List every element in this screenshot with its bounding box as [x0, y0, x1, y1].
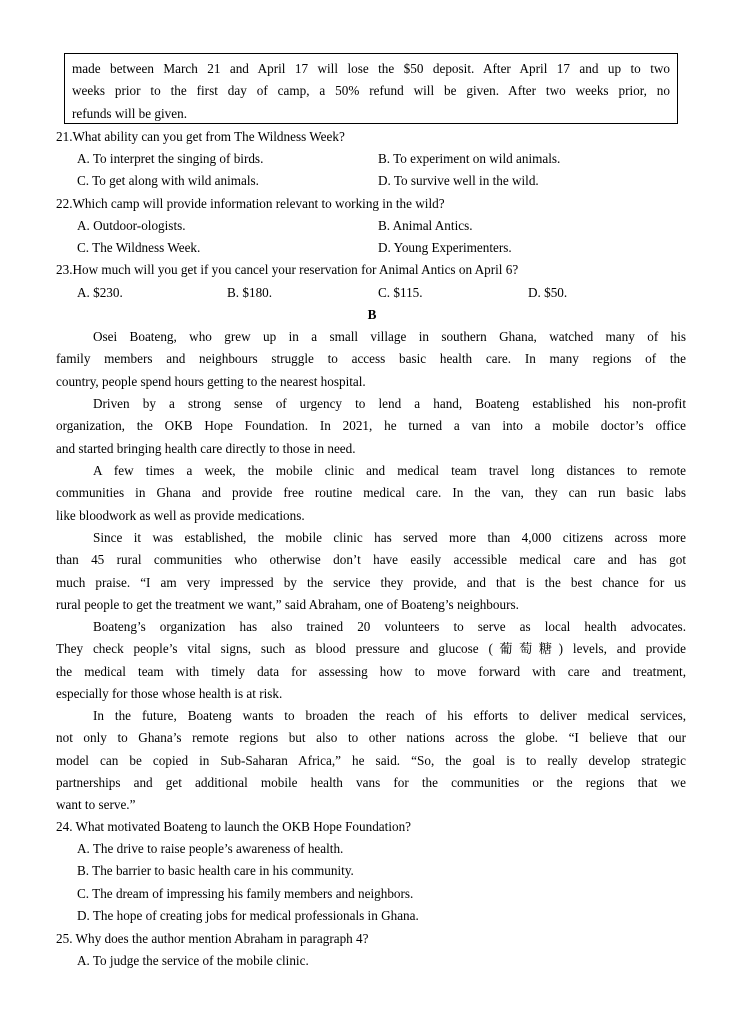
question-25-option-a[interactable]: A. To judge the service of the mobile clinic. [77, 953, 309, 968]
refund-notice-box [64, 53, 678, 124]
question-23-stem: 23.How much will you get if you cancel your reservation for Animal Antics on April 6? [56, 262, 519, 277]
passage-paragraph-2 [56, 393, 686, 460]
paragraph-line: the medical team with timely data for assessing how to move forward with care and treatment, [56, 663, 686, 679]
paragraph-line: like bloodwork as well as provide medications. [56, 507, 305, 523]
notice-line: refunds will be given. [72, 105, 187, 121]
notice-line: made between March 21 and April 17 will lose the $50 deposit. After April 17 and up to two [72, 61, 670, 76]
question-24-option-d[interactable]: D. The hope of creating jobs for medical professionals in Ghana. [77, 908, 419, 923]
paragraph-line: family members and neighbours struggle to access basic health care. In many regions of the [56, 351, 686, 367]
question-22-option-b[interactable]: B. Animal Antics. [378, 218, 473, 233]
paragraph-line: In the future, Boateng wants to broaden the reach of his efforts to deliver medical services, [93, 708, 686, 723]
question-24-option-c[interactable]: C. The dream of impressing his family members and neighbors. [77, 886, 414, 901]
question-24-stem: 24. What motivated Boateng to launch the OKB Hope Foundation? [56, 819, 412, 834]
paragraph-line: communities in Ghana and provide free routine medical care. In the van, they can run basic labs [56, 485, 686, 501]
question-22-option-d[interactable]: D. Young Experimenters. [378, 240, 512, 255]
question-23-option-d[interactable]: D. $50. [528, 285, 568, 300]
paragraph-line: They check people’s vital signs, such as blood pressure and glucose (葡萄糖) levels, and provide [56, 641, 686, 657]
question-23-option-b[interactable]: B. $180. [227, 285, 273, 300]
paragraph-line: Osei Boateng, who grew up in a small village in southern Ghana, watched many of his [93, 329, 686, 344]
question-21-option-a[interactable]: A. To interpret the singing of birds. [77, 151, 264, 166]
paragraph-line: not only to Ghana’s remote regions but also to other nations across the globe. “I believe that our [56, 730, 686, 746]
question-23-option-a[interactable]: A. $230. [77, 285, 123, 300]
question-21-option-d[interactable]: D. To survive well in the wild. [378, 173, 539, 188]
paragraph-line: A few times a week, the mobile clinic and medical team travel long distances to remote [93, 463, 686, 478]
paragraph-line: especially for those whose health is at risk. [56, 685, 283, 701]
passage-paragraph-4 [56, 527, 686, 616]
paragraph-line: model can be copied in Sub-Saharan Africa,” he said. “So, the goal is to really develop strategic [56, 752, 686, 768]
paragraph-line: want to serve.” [56, 797, 136, 813]
question-23-option-c[interactable]: C. $115. [378, 285, 423, 300]
passage-paragraph-6 [56, 705, 686, 816]
question-22-option-c[interactable]: C. The Wildness Week. [77, 240, 201, 255]
passage-paragraph-1 [56, 326, 686, 393]
section-b-heading: B [367, 307, 377, 322]
question-24-option-b[interactable]: B. The barrier to basic health care in his community. [77, 863, 354, 878]
question-22-option-a[interactable]: A. Outdoor-ologists. [77, 218, 186, 233]
paragraph-line: and started bringing health care directly to those in need. [56, 440, 356, 456]
paragraph-line: organization, the OKB Hope Foundation. In 2021, he turned a van into a mobile doctor’s office [56, 418, 686, 434]
passage-paragraph-3 [56, 460, 686, 527]
paragraph-line: than 45 rural communities who otherwise don’t have easily accessible medical care and has got [56, 552, 686, 568]
question-24-option-a[interactable]: A. The drive to raise people’s awareness of health. [77, 841, 344, 856]
paragraph-line: Boateng’s organization has also trained 20 volunteers to serve as local health advocates. [93, 619, 686, 634]
paragraph-line: country, people spend hours getting to the nearest hospital. [56, 373, 366, 389]
question-21-stem: 21.What ability can you get from The Wildness Week? [56, 129, 345, 144]
paragraph-line: rural people to get the treatment we want,” said Abraham, one of Boateng’s neighbours. [56, 596, 519, 612]
paragraph-line: partnerships and get additional mobile health vans for the communities or the regions that we [56, 774, 686, 790]
paragraph-line: Driven by a strong sense of urgency to lend a hand, Boateng established his non-profit [93, 396, 686, 411]
question-21-option-c[interactable]: C. To get along with wild animals. [77, 173, 259, 188]
paragraph-line: Since it was established, the mobile clinic has served more than 4,000 citizens across more [93, 530, 686, 545]
question-22-stem: 22.Which camp will provide information relevant to working in the wild? [56, 196, 445, 211]
question-25-stem: 25. Why does the author mention Abraham in paragraph 4? [56, 931, 369, 946]
paragraph-line: much praise. “I am very impressed by the service they provide, and that is the best chance for us [56, 574, 686, 590]
notice-line: weeks prior to the first day of camp, a 50% refund will be given. After two weeks prior, no [72, 83, 670, 99]
question-21-option-b[interactable]: B. To experiment on wild animals. [378, 151, 561, 166]
passage-paragraph-5 [56, 616, 686, 705]
